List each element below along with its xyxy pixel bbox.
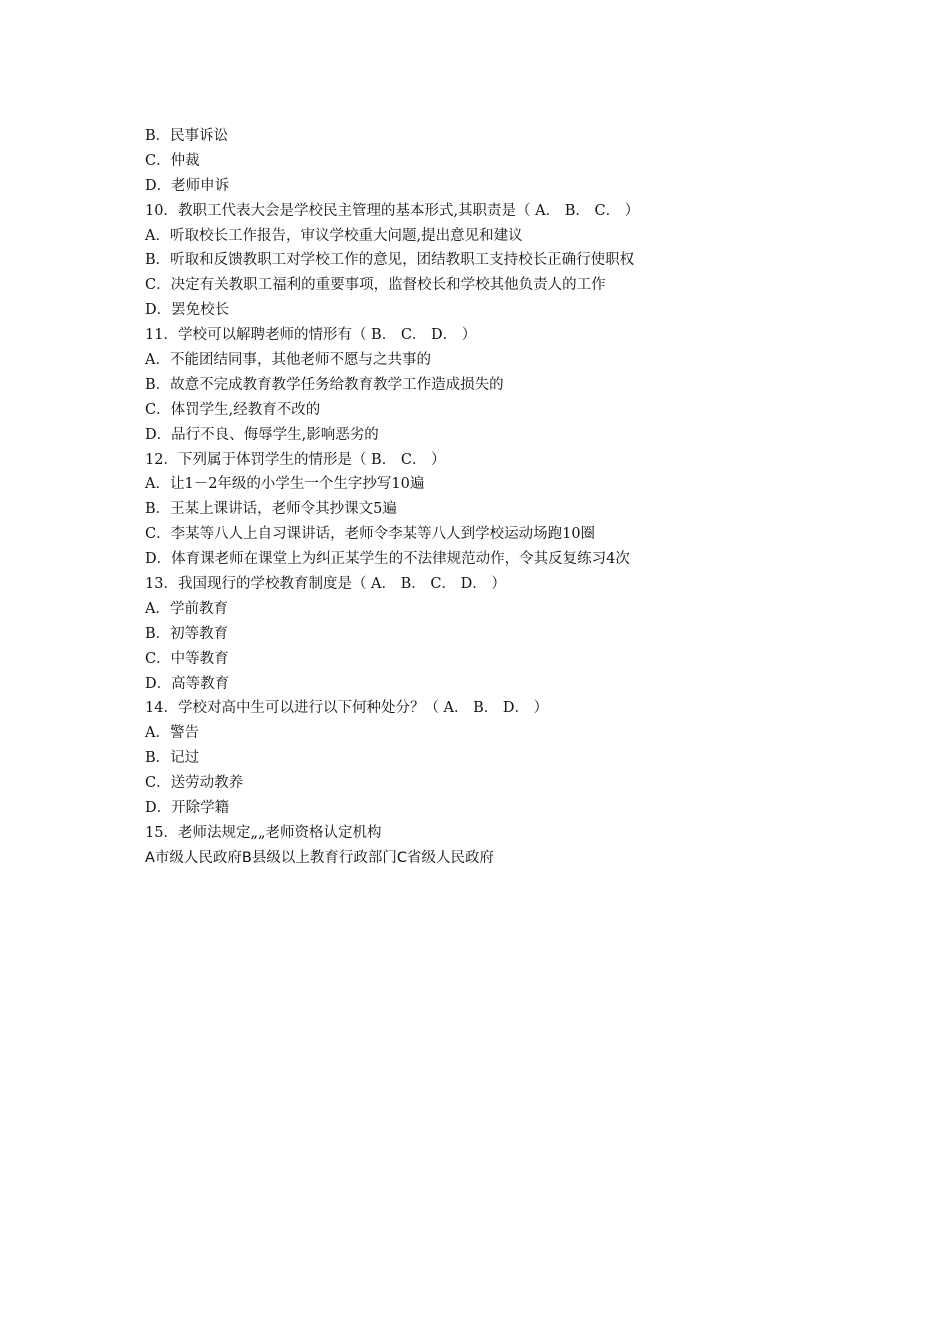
q12-option-b: B．王某上课讲话，老师令其抄课文5遍 bbox=[145, 501, 397, 518]
q10-option-d: D．罢免校长 bbox=[145, 302, 230, 319]
q12-option-a: A．让1－2年级的小学生一个生字抄写10遍 bbox=[145, 476, 425, 493]
q14-option-b: B．记过 bbox=[145, 750, 200, 767]
q13-option-c: C．中等教育 bbox=[145, 650, 229, 667]
question-14: 14．学校对高中生可以进行以下何种处分？（ A． B． D． ） bbox=[145, 700, 549, 717]
q11-option-b: B．故意不完成教育教学任务给教育教学工作造成损失的 bbox=[145, 376, 504, 393]
question-10: 10．教职工代表大会是学校民主管理的基本形式,其职责是（ A． B． C． ） bbox=[145, 202, 640, 219]
q13-option-d: D．高等教育 bbox=[145, 675, 230, 692]
q11-option-a: A．不能团结同事，其他老师不愿与之共事的 bbox=[145, 352, 431, 369]
q10-option-a: A．听取校长工作报告，审议学校重大问题,提出意见和建议 bbox=[145, 227, 523, 244]
q11-option-d: D．品行不良、侮辱学生,影响恶劣的 bbox=[145, 426, 379, 443]
q15-options: A市级人民政府B县级以上教育行政部门C省级人民政府 bbox=[145, 849, 494, 866]
option-b-civil-litigation: B．民事诉讼 bbox=[145, 128, 229, 144]
document-page bbox=[145, 124, 845, 871]
q11-option-c: C．体罚学生,经教育不改的 bbox=[145, 401, 321, 418]
option-d-teacher-appeal: D．老师申诉 bbox=[145, 177, 230, 194]
q13-option-b: B．初等教育 bbox=[145, 625, 229, 642]
q10-option-c: C．决定有关教职工福利的重要事项，监督校长和学校其他负责人的工作 bbox=[145, 277, 606, 294]
option-c-arbitration: C．仲裁 bbox=[145, 152, 200, 169]
q14-option-d: D．开除学籍 bbox=[145, 800, 230, 817]
q13-option-a: A．学前教育 bbox=[145, 600, 228, 617]
q14-option-c: C．送劳动教养 bbox=[145, 775, 244, 792]
question-12: 12．下列属于体罚学生的情形是（ B． C． ） bbox=[145, 451, 446, 468]
q14-option-a: A．警告 bbox=[145, 725, 199, 742]
question-11: 11．学校可以解聘老师的情形有（ B． C． D． ） bbox=[145, 327, 477, 344]
q10-option-b: B．听取和反馈教职工对学校工作的意见，团结教职工支持校长正确行使职权 bbox=[145, 252, 635, 269]
q12-option-d: D．体育课老师在课堂上为纠正某学生的不法律规范动作，令其反复练习4次 bbox=[145, 551, 630, 568]
question-13: 13．我国现行的学校教育制度是（ A． B． C． D． ） bbox=[145, 576, 506, 593]
q12-option-c: C．李某等八人上自习课讲话，老师令李某等八人到学校运动场跑10圈 bbox=[145, 526, 596, 543]
question-15: 15．老师法规定„„老师资格认定机构 bbox=[145, 824, 382, 841]
